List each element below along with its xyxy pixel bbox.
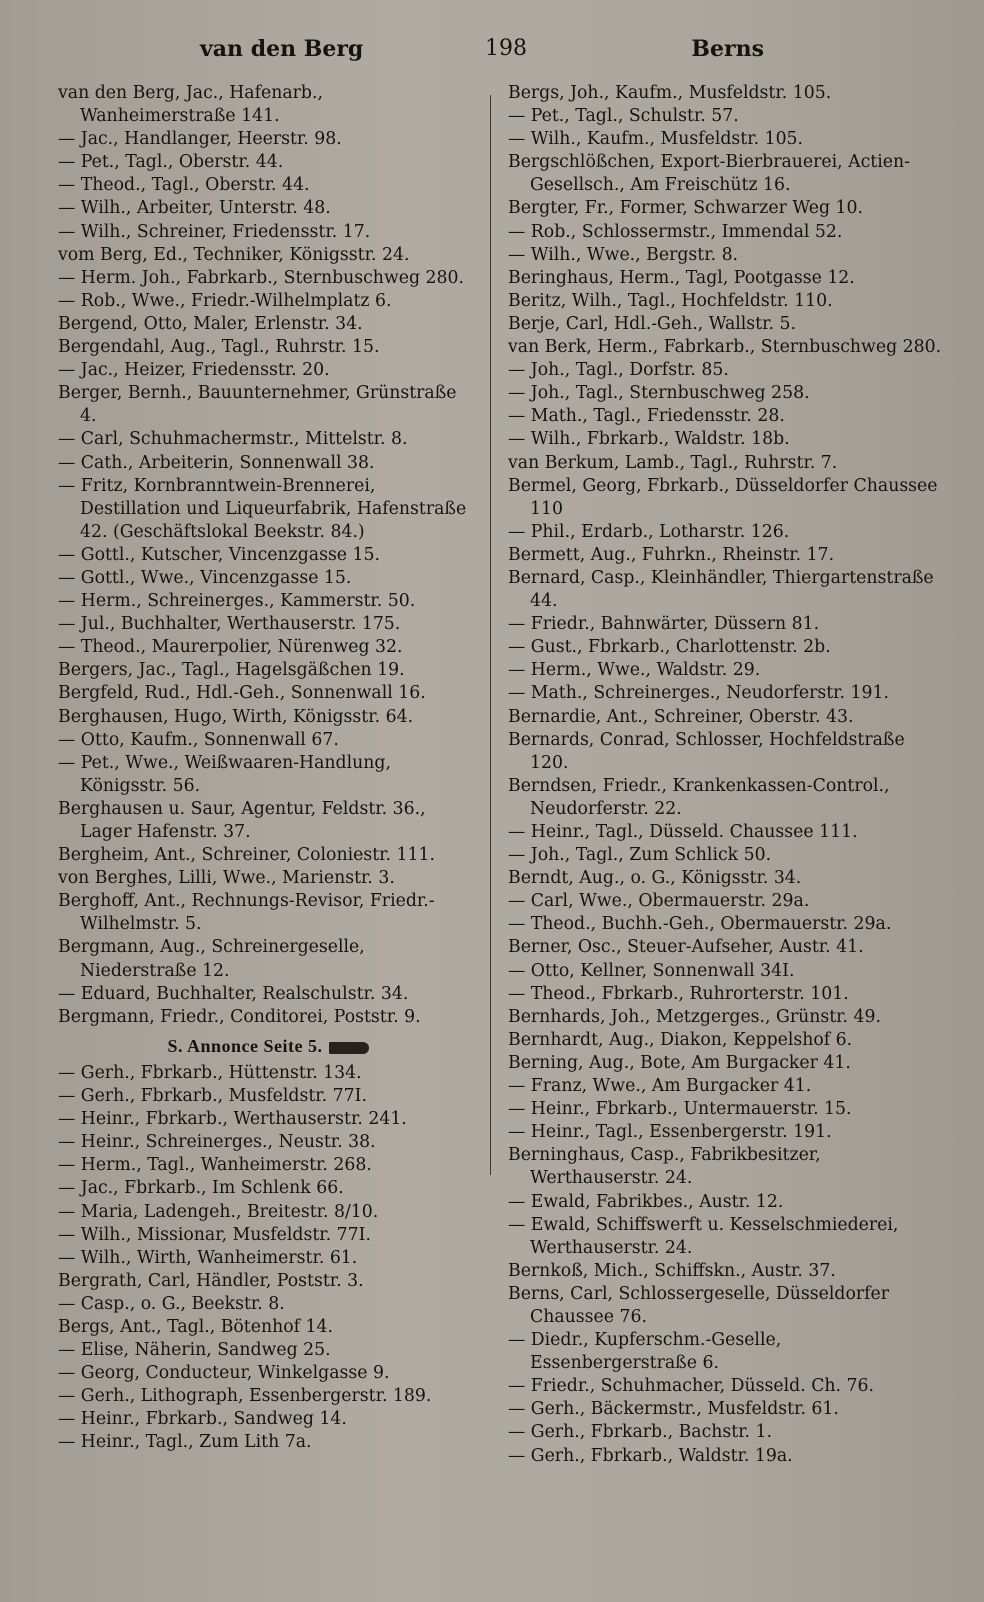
directory-entry: — Gottl., Kutscher, Vincenzgasse 15. (58, 544, 381, 565)
directory-entry: Bergmann, Aug., Schreinergeselle, Niederstraße 12. (58, 937, 365, 981)
directory-entry: Bergschlößchen, Export-Bierbrauerei, Actien-Gesellsch., Am Freischütz 16. (508, 152, 910, 196)
directory-entry: Berghausen, Hugo, Wirth, Königsstr. 64. (58, 706, 414, 727)
directory-entry: — Joh., Tagl., Zum Schlick 50. (508, 845, 772, 866)
directory-entry: Bergs, Ant., Tagl., Bötenhof 14. (58, 1316, 334, 1337)
directory-entry: Berger, Bernh., Bauunternehmer, Grünstraße 4. (58, 383, 457, 427)
directory-entry: Bernkoß, Mich., Schiffskn., Austr. 37. (508, 1260, 836, 1281)
directory-entry: — Heinr., Tagl., Essenbergerstr. 191. (508, 1122, 832, 1143)
directory-entry: — Phil., Erdarb., Lotharstr. 126. (508, 521, 790, 542)
page-header (60, 36, 944, 76)
directory-entry: Bergend, Otto, Maler, Erlenstr. 34. (58, 313, 363, 334)
directory-entry: Bernardie, Ant., Schreiner, Oberstr. 43. (508, 706, 854, 727)
directory-entry: — Wilh., Schreiner, Friedensstr. 17. (58, 221, 371, 242)
column-divider (490, 95, 491, 1175)
directory-entry: — Heinr., Fbrkarb., Werthauserstr. 241. (58, 1109, 407, 1130)
directory-entry: — Gerh., Fbrkarb., Bachstr. 1. (508, 1422, 773, 1443)
directory-entry: — Gottl., Wwe., Vincenzgasse 15. (58, 567, 352, 588)
directory-entry: — Heinr., Schreinerges., Neustr. 38. (58, 1132, 376, 1153)
directory-entry: — Pet., Tagl., Oberstr. 44. (58, 152, 284, 173)
directory-entry: — Wilh., Fbrkarb., Waldstr. 18b. (508, 429, 790, 450)
directory-entry: — Herm. Joh., Fabrkarb., Sternbuschweg 280. (58, 267, 464, 288)
annonce-note: S. Annonce Seite 5. (58, 1035, 478, 1058)
directory-entry: — Fritz, Kornbranntwein-Brennerei, Destillation und Liqueurfabrik, Hafenstraße 42. (Geschäftslokal Beekstr. 84.) (58, 475, 467, 542)
directory-entry: — Gerh., Fbrkarb., Musfeldstr. 77I. (58, 1086, 367, 1107)
directory-entry: — Gerh., Lithograph, Essenbergerstr. 189. (58, 1386, 432, 1407)
directory-entry: — Heinr., Tagl., Zum Lith 7a. (58, 1432, 312, 1453)
directory-entry: Bergers, Jac., Tagl., Hagelsgäßchen 19. (58, 660, 405, 681)
directory-entry: — Theod., Buchh.-Geh., Obermauerstr. 29a. (508, 914, 892, 935)
directory-entry: Berndt, Aug., o. G., Königsstr. 34. (508, 868, 802, 889)
left-column (58, 82, 478, 1455)
directory-entry: Bernards, Conrad, Schlosser, Hochfeldstraße 120. (508, 729, 905, 773)
directory-entry: — Eduard, Buchhalter, Realschulstr. 34. (58, 983, 409, 1004)
directory-entry: van Berk, Herm., Fabrkarb., Sternbuschweg 280. (508, 337, 942, 358)
directory-entry: — Wilh., Kaufm., Musfeldstr. 105. (508, 129, 804, 150)
directory-entry: Berghoff, Ant., Rechnungs-Revisor, Friedr.-Wilhelmstr. 5. (58, 891, 435, 935)
directory-entry: — Elise, Näherin, Sandweg 25. (58, 1340, 331, 1361)
directory-entry: — Carl, Schuhmachermstr., Mittelstr. 8. (58, 429, 408, 450)
directory-entry: — Theod., Fbrkarb., Ruhrorterstr. 101. (508, 983, 849, 1004)
directory-entry: — Ewald, Schiffswerft u. Kesselschmiederei, Werthauserstr. 24. (508, 1214, 899, 1258)
directory-entry: — Heinr., Fbrkarb., Sandweg 14. (58, 1409, 347, 1430)
directory-entry: Berns, Carl, Schlossergeselle, Düsseldorfer Chaussee 76. (508, 1283, 890, 1327)
directory-entry: Berner, Osc., Steuer-Aufseher, Austr. 41. (508, 937, 864, 958)
directory-entry: Berghausen u. Saur, Agentur, Feldstr. 36., Lager Hafenstr. 37. (58, 798, 426, 842)
directory-entry: Bernhards, Joh., Metzgerges., Grünstr. 49. (508, 1006, 881, 1027)
directory-entry: Beritz, Wilh., Tagl., Hochfeldstr. 110. (508, 290, 833, 311)
directory-entry: — Wilh., Wwe., Bergstr. 8. (508, 244, 739, 265)
directory-entry: — Gust., Fbrkarb., Charlottenstr. 2b. (508, 637, 831, 658)
directory-entry: — Casp., o. G., Beekstr. 8. (58, 1293, 285, 1314)
directory-entry: — Carl, Wwe., Obermauerstr. 29a. (508, 891, 810, 912)
directory-entry: — Wilh., Arbeiter, Unterstr. 48. (58, 198, 331, 219)
directory-entry: — Jac., Handlanger, Heerstr. 98. (58, 129, 342, 150)
directory-entry: — Theod., Maurerpolier, Nürenweg 32. (58, 637, 403, 658)
directory-entry: — Gerh., Fbrkarb., Waldstr. 19a. (508, 1445, 793, 1466)
directory-entry: — Jac., Heizer, Friedensstr. 20. (58, 360, 330, 381)
directory-entry: — Joh., Tagl., Dorfstr. 85. (508, 360, 729, 381)
right-column (508, 82, 948, 1468)
directory-entry: — Pet., Wwe., Weißwaaren-Handlung, Königsstr. 56. (58, 752, 391, 796)
directory-entry: — Heinr., Fbrkarb., Untermauerstr. 15. (508, 1099, 852, 1120)
directory-entry: — Otto, Kaufm., Sonnenwall 67. (58, 729, 339, 750)
directory-entry: — Gerh., Bäckermstr., Musfeldstr. 61. (508, 1399, 839, 1420)
directory-entry: van den Berg, Jac., Hafenarb., Wanheimerstraße 141. (58, 83, 323, 127)
directory-entry: Bergs, Joh., Kaufm., Musfeldstr. 105. (508, 83, 832, 103)
directory-entry: Berninghaus, Casp., Fabrikbesitzer, Werthauserstr. 24. (508, 1145, 821, 1189)
directory-entry: Bernhardt, Aug., Diakon, Keppelshof 6. (508, 1029, 853, 1050)
directory-entry: Berje, Carl, Hdl.-Geh., Wallstr. 5. (508, 313, 796, 334)
directory-entry: — Friedr., Schuhmacher, Düsseld. Ch. 76. (508, 1376, 875, 1397)
directory-entry: Bergfeld, Rud., Hdl.-Geh., Sonnenwall 16. (58, 683, 426, 704)
directory-entry: Bermett, Aug., Fuhrkn., Rheinstr. 17. (508, 544, 835, 565)
directory-entry: — Herm., Schreinerges., Kammerstr. 50. (58, 591, 416, 612)
directory-entry: — Franz, Wwe., Am Burgacker 41. (508, 1076, 812, 1097)
directory-entry: Bernard, Casp., Kleinhändler, Thiergartenstraße 44. (508, 567, 934, 612)
directory-entry: — Heinr., Tagl., Düsseld. Chaussee 111. (508, 822, 858, 842)
directory-entry: vom Berg, Ed., Techniker, Königsstr. 24. (58, 244, 410, 265)
directory-entry: von Berghes, Lilli, Wwe., Marienstr. 3. (58, 868, 395, 889)
directory-entry: — Pet., Tagl., Schulstr. 57. (508, 106, 739, 127)
directory-entry: — Cath., Arbeiterin, Sonnenwall 38. (58, 452, 375, 473)
directory-entry: Bergrath, Carl, Händler, Poststr. 3. (58, 1270, 364, 1291)
header-left-keyword: van den Berg (200, 36, 364, 62)
header-right-keyword: Berns (691, 36, 764, 62)
directory-entry: Bermel, Georg, Fbrkarb., Düsseldorfer Chaussee 110 (508, 475, 938, 519)
directory-entry: — Math., Schreinerges., Neudorferstr. 191. (508, 683, 889, 704)
directory-entry: — Gerh., Fbrkarb., Hüttenstr. 134. (58, 1062, 362, 1083)
directory-entry: — Math., Tagl., Friedensstr. 28. (508, 406, 785, 427)
directory-entry: — Wilh., Wirth, Wanheimerstr. 61. (58, 1247, 358, 1268)
directory-entry: Berndsen, Friedr., Krankenkassen-Control., Neudorferstr. 22. (508, 775, 890, 819)
directory-entry: — Theod., Tagl., Oberstr. 44. (58, 175, 310, 196)
directory-entry: Bergheim, Ant., Schreiner, Coloniestr. 111. (58, 845, 435, 866)
directory-entry: — Friedr., Bahnwärter, Düssern 81. (508, 614, 820, 635)
page-number: 198 (485, 36, 527, 61)
directory-entry: — Diedr., Kupferschm.-Geselle, Essenbergerstraße 6. (508, 1330, 782, 1374)
directory-entry: — Otto, Kellner, Sonnenwall 34I. (508, 960, 795, 981)
directory-entry: — Georg, Conducteur, Winkelgasse 9. (58, 1363, 390, 1384)
directory-entry: Beringhaus, Herm., Tagl, Pootgasse 12. (508, 267, 855, 288)
pointing-hand-icon (329, 1042, 369, 1054)
directory-entry: — Rob., Wwe., Friedr.-Wilhelmplatz 6. (58, 290, 392, 311)
directory-entry: — Herm., Wwe., Waldstr. 29. (508, 660, 761, 681)
directory-entry: Bergendahl, Aug., Tagl., Ruhrstr. 15. (58, 337, 380, 358)
directory-entry: — Jul., Buchhalter, Werthauserstr. 175. (58, 614, 401, 635)
directory-entry: — Joh., Tagl., Sternbuschweg 258. (508, 383, 810, 404)
directory-entry: Bergmann, Friedr., Conditorei, Poststr. 9. (58, 1006, 421, 1027)
directory-entry: — Ewald, Fabrikbes., Austr. 12. (508, 1191, 784, 1212)
directory-entry: van Berkum, Lamb., Tagl., Ruhrstr. 7. (508, 452, 838, 473)
directory-entry: — Rob., Schlossermstr., Immendal 52. (508, 221, 843, 242)
directory-entry: — Wilh., Missionar, Musfeldstr. 77I. (58, 1224, 371, 1245)
directory-entry: Bergter, Fr., Former, Schwarzer Weg 10. (508, 198, 863, 219)
directory-entry: — Jac., Fbrkarb., Im Schlenk 66. (58, 1178, 344, 1199)
directory-entry: Berning, Aug., Bote, Am Burgacker 41. (508, 1052, 851, 1073)
directory-entry: — Herm., Tagl., Wanheimerstr. 268. (58, 1155, 372, 1176)
directory-entry: — Maria, Ladengeh., Breitestr. 8/10. (58, 1201, 379, 1222)
